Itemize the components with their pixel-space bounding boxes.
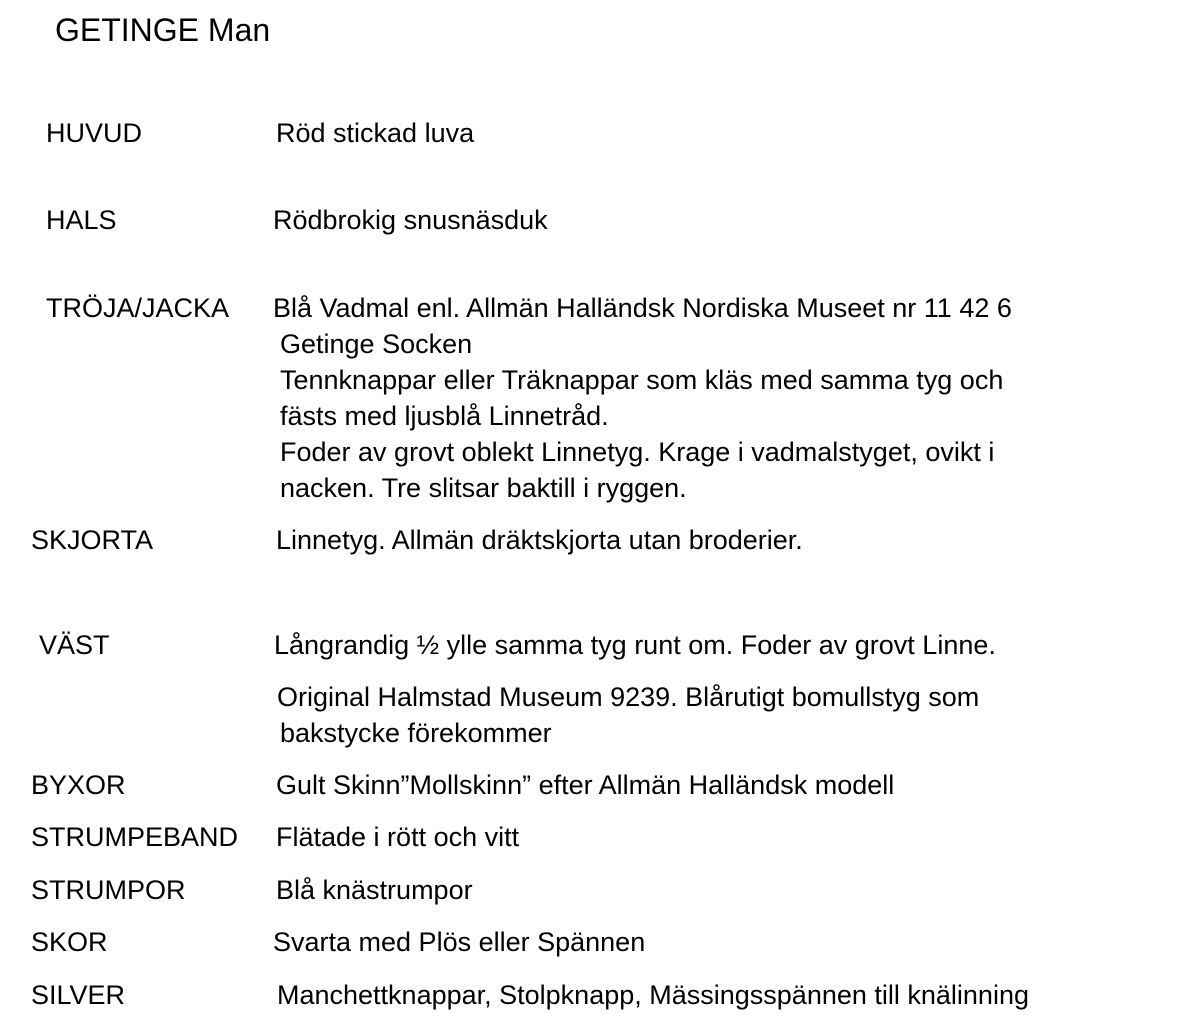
row-value-hals: Rödbrokig snusnäsduk	[273, 205, 548, 235]
row-value-huvud: Röd stickad luva	[276, 118, 475, 148]
row-value-troja-jacka-line-3: Tennknappar eller Träknappar som kläs med samma tyg och	[280, 365, 1004, 395]
row-value-vast-line-2: Original Halmstad Museum 9239. Blårutigt bomullstyg som	[277, 682, 980, 712]
row-label-strumpeband: STRUMPEBAND	[31, 822, 239, 852]
row-value-troja-jacka-line-4: fästs med ljusblå Linnetråd.	[280, 401, 609, 431]
row-value-vast-line-1: Långrandig ½ ylle samma tyg runt om. Foder av grovt Linne.	[274, 630, 996, 660]
row-value-skjorta: Linnetyg. Allmän dräktskjorta utan broderier.	[276, 525, 803, 555]
row-label-huvud: HUVUD	[46, 118, 143, 148]
row-value-byxor: Gult Skinn”Mollskinn” efter Allmän Halländsk modell	[276, 770, 895, 800]
row-label-hals: HALS	[46, 205, 117, 235]
row-value-strumpor: Blå knästrumpor	[276, 875, 473, 905]
row-value-troja-jacka-line-6: nacken. Tre slitsar baktill i ryggen.	[280, 473, 687, 503]
row-label-troja-jacka: TRÖJA/JACKA	[46, 293, 230, 323]
row-value-troja-jacka-line-1: Blå Vadmal enl. Allmän Halländsk Nordiska Museet nr 11 42 6	[273, 293, 1012, 323]
row-value-troja-jacka-line-5: Foder av grovt oblekt Linnetyg. Krage i vadmalstyget, ovikt i	[280, 437, 995, 467]
row-label-skjorta: SKJORTA	[31, 525, 154, 555]
row-value-troja-jacka-line-2: Getinge Socken	[280, 329, 473, 359]
row-value-strumpeband: Flätade i rött och vitt	[276, 822, 520, 852]
row-value-vast-line-3: bakstycke förekommer	[280, 718, 552, 748]
page-title: GETINGE Man	[55, 12, 271, 48]
row-label-strumpor: STRUMPOR	[31, 875, 186, 905]
row-value-silver: Manchettknappar, Stolpknapp, Mässingsspännen till knälinning	[277, 980, 1029, 1010]
row-label-silver: SILVER	[31, 980, 126, 1010]
row-label-vast: VÄST	[39, 630, 110, 660]
row-label-skor: SKOR	[31, 927, 108, 957]
row-value-skor: Svarta med Plös eller Spännen	[273, 927, 646, 957]
row-label-byxor: BYXOR	[31, 770, 126, 800]
